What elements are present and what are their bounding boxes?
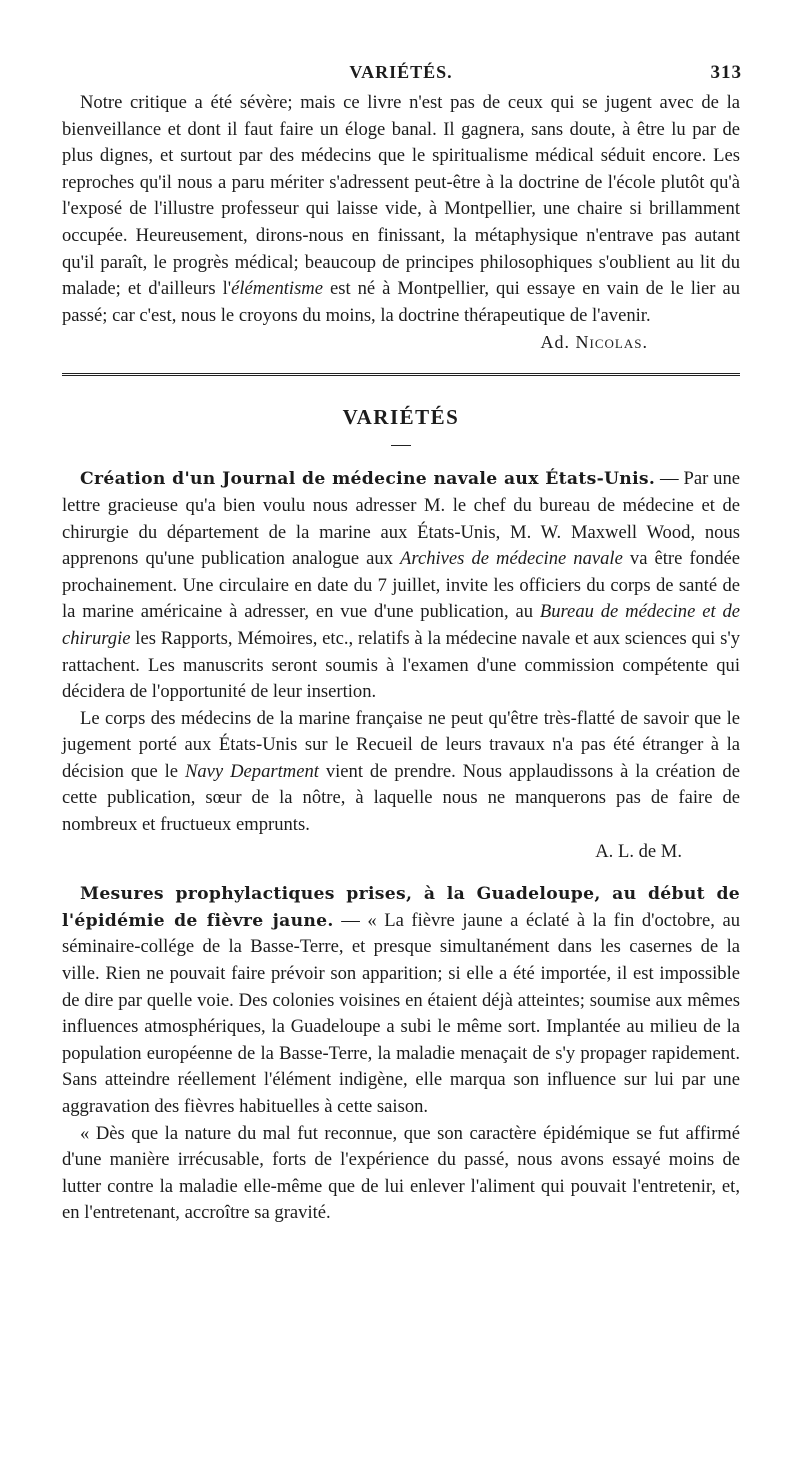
spacer	[62, 865, 740, 881]
review-signature	[62, 329, 740, 355]
article1-text-c: les Rapports, Mémoires, etc., relatifs à la médecine navale et aux sciences qui s'y rattachent. Les manuscrits seront soumis à l'examen d'une commission compétente qui décidera de l'opportunité de leur insertion.	[62, 627, 740, 703]
article1-signature: A. L. de M.	[595, 840, 682, 862]
article1-text-b: va être fondée prochainement. Une circulaire en date du 7 juillet, invite les officiers du corps de santé de la marine américaine à adresser, en vue d'une publication, au	[62, 548, 740, 623]
review-signature-initial: Ad.	[540, 332, 571, 353]
section-rule	[62, 373, 740, 379]
article2-paragraph-2: « Dès que la nature du mal fut reconnue, que son caractère épidémique se fut affirmé d'une manière irrécusable, forts de l'expérience du passé, nous avons essayé moins de lutter contre la maladie elle-même que de lui enlever l'aliment qui pouvait l'entretenir, et, en l'entretenant, accroître sa gravité.	[62, 1122, 740, 1224]
article1-italic-navy: Navy Department	[184, 760, 319, 782]
article1-italic-bureau: Bureau de médecine et de chirurgie	[62, 601, 741, 649]
article2-heading: Mesures prophylactiques prises, à la Guadeloupe, au début de l'épidémie de fièvre jaune.	[62, 884, 740, 931]
section-title: VARIÉTÉS	[342, 405, 460, 430]
page-number: 313	[710, 62, 742, 83]
review-paragraph	[62, 90, 740, 329]
article1-heading: Création d'un Journal de médecine navale aux États-Unis.	[80, 469, 656, 490]
review-text-1: Notre critique a été sévère; mais ce livre n'est pas de ceux qui se jugent avec de la bienveillance et dont il faut faire un éloge banal. Il gagnera, sans doute, à être lu par de plus dignes, et surtout par des médecins que le spiritualisme médical séduit encore. Les reproches qu'il nous a paru mériter s'adressent peut-être à la doctrine de l'école plutôt qu'à l'exposé de l'illustre professeur qui laisse vide, à Montpellier, une chaire si brillamment occupée. Heureusement, dirons-nous en finissant, la métaphysique n'entrave pas autant qu'il paraît, le progrès médical; beaucoup de principes philosophiques s'oublient au lit du malade; et d'ailleurs l'	[62, 92, 740, 300]
running-title: VARIÉTÉS.	[349, 62, 453, 82]
running-head	[62, 60, 740, 90]
article1-p2-text-b: vient de prendre. Nous applaudissons à la création de cette publication, sœur de la nôtre, à laquelle nous ne manquerons pas de faire de nombreux et fructueux emprunts.	[62, 760, 740, 836]
article2-text-1: — « La fièvre jaune a éclaté à la fin d'octobre, au séminaire-collége de la Basse-Terre, et presque simultanément dans les casernes de la ville. Rien ne pouvait faire prévoir son apparition; si elle a été importée, il est impossible de dire par quelle voie. Des colonies voisines en étaient déjà atteintes; soumise aux mêmes influences atmosphériques, la Guadeloupe a subi le même sort. Implantée au milieu de la population européenne de la Basse-Terre, la maladie menaçait de s'y propager rapidement. Sans atteindre réellement l'élément indigène, elle marqua son influence sur lui par une aggravation des fièvres habituelles à cette saison.	[62, 909, 740, 1117]
review-signature-name: Nicolas.	[575, 332, 648, 353]
review-text-2: est né à Montpellier, qui essaye en vain de le lier au passé; car c'est, nous le croyons du moins, la doctrine thérapeutique de l'avenir.	[62, 278, 740, 326]
article1-p2-text-a: Le corps des médecins de la marine française ne peut qu'être très-flatté de savoir que le jugement porté aux États-Unis sur le Recueil de leurs travaux n'a pas été étranger à la décision que le	[62, 707, 740, 782]
article1-paragraph-2	[62, 706, 740, 839]
review-italic-term: élémentisme	[231, 278, 323, 300]
article1-paragraph-1	[62, 466, 740, 705]
article1-text-a: — Par une lettre gracieuse qu'a bien voulu nous adresser M. le chef du bureau de médecine et de chirurgie du département de la marine aux États-Unis, M. W. Maxwell Wood, nous apprenons qu'une publication analogue aux	[62, 468, 741, 570]
page	[62, 60, 740, 1227]
article2-paragraph-1	[62, 881, 740, 1120]
article1-italic-archives: Archives de médecine navale	[400, 548, 623, 570]
section-dash	[391, 445, 411, 446]
